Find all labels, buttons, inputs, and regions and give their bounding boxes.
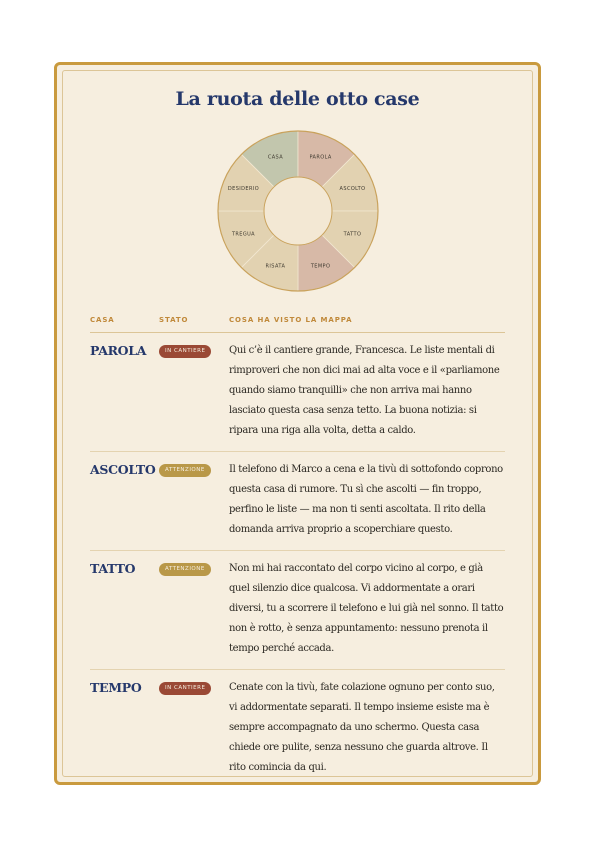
house-name: TATTO: [90, 561, 136, 576]
wheel-segment-label: TEMPO: [310, 263, 331, 270]
house-name: ASCOLTO: [90, 462, 156, 477]
card: [54, 62, 541, 785]
house-name: PAROLA: [90, 343, 147, 358]
house-table: [90, 333, 505, 788]
table-row: [90, 551, 505, 670]
header-status: STATO: [159, 316, 189, 324]
status-badge: ATTENZIONE: [159, 464, 211, 477]
house-note: Qui c’è il cantiere grande, Francesca. Le liste mentali di rimproveri che non dici mai ad alta voce e il «parliamone quando siamo tranquilli» che non arriva mai hanno lasciato questa casa senza tetto. La buona notizia: si ripara una riga alla volta, detta a caldo.: [229, 345, 500, 436]
table-row: [90, 670, 505, 788]
wheel-segment-label: CASA: [267, 154, 284, 161]
house-note: Non mi hai raccontato del corpo vicino al corpo, e già quel silenzio dice qualcosa. Vi addormentate a orari diversi, tu a scorrere il telefono e lui già nel sonno. Il tatto non è rotto, è senza appuntamento: nessuno prenota il tempo perché accada.: [229, 563, 504, 654]
wheel-segment-label: DESIDERIO: [227, 186, 260, 193]
status-badge: IN CANTIERE: [159, 682, 211, 695]
wheel-segment-label: ASCOLTO: [339, 186, 366, 193]
house-note: Cenate con la tivù, fate colazione ognuno per conto suo, vi addormentate separati. Il tempo insieme esiste ma è sempre accompagnato da uno schermo. Questa casa chiede ore pulite, senza nessuno che guarda altrove. Il rito comincia da qui.: [229, 682, 495, 773]
table-row: [90, 333, 505, 452]
wheel-segment-label: TREGUA: [231, 231, 256, 238]
page-title: La ruota delle otto case: [175, 88, 420, 110]
house-wheel: [216, 129, 380, 293]
wheel-center: [264, 177, 332, 245]
status-badge: IN CANTIERE: [159, 345, 211, 358]
house-note: Il telefono di Marco a cena e la tivù di sottofondo coprono questa casa di rumore. Tu sì che ascolti — fin troppo, perfino le liste — ma non ti senti ascoltata. Il rito della domanda arriva proprio a scoperchiare questo.: [229, 464, 503, 535]
wheel-segment-label: RISATA: [265, 263, 286, 270]
header-house: CASA: [90, 316, 115, 324]
table-row: [90, 452, 505, 551]
header-note: COSA HA VISTO LA MAPPA: [229, 316, 353, 324]
house-name: TEMPO: [90, 680, 142, 695]
wheel-segment-label: TATTO: [343, 231, 362, 238]
status-badge: ATTENZIONE: [159, 563, 211, 576]
wheel-segment-label: PAROLA: [309, 154, 332, 161]
table-header: [90, 314, 505, 333]
